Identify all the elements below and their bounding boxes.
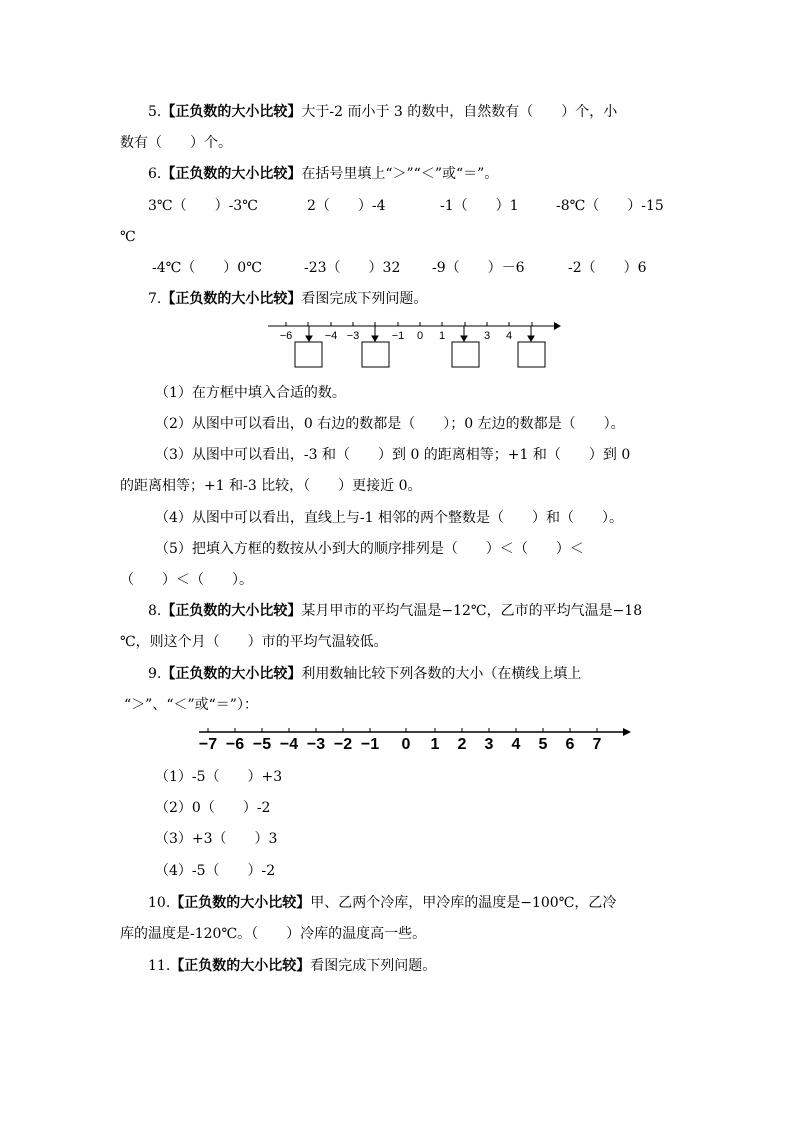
q7-axis-label: 4: [505, 330, 513, 342]
q9-axis-label: −3: [306, 736, 326, 752]
q9-tag: 【正负数的大小比较】: [161, 666, 302, 682]
q6-row1-wrap: ℃: [120, 229, 136, 245]
q7-axis-label: 1: [438, 330, 446, 342]
q9-axis-label: −7: [198, 736, 218, 752]
q7-tick-marks: [286, 322, 532, 326]
q9-axis-label: −4: [279, 736, 299, 752]
q9-sub4: （4）-5（ ）-2: [155, 863, 276, 879]
q10-number: 10.: [148, 895, 171, 911]
q8-line1: [148, 601, 642, 621]
q9-number-line-figure: [195, 722, 635, 752]
q9-axis-label: 0: [401, 736, 411, 752]
q7-axis-label: −3: [346, 330, 360, 342]
q7-line1: [148, 289, 427, 309]
q9-line1: [148, 664, 581, 684]
q7-text: 看图完成下列问题。: [301, 291, 428, 307]
q11-text: 看图完成下列问题。: [310, 958, 437, 974]
q9-axis-label: −5: [252, 736, 272, 752]
q7-axis-arrowhead: [554, 322, 561, 330]
q9-axis-label: 7: [592, 736, 602, 752]
q9-line2: “＞”、“＜”或“＝”）：: [124, 697, 258, 713]
q9-axis-label: 3: [484, 736, 494, 752]
q7-answer-box: [295, 342, 322, 367]
q11-number: 11.: [148, 958, 171, 974]
q7-pointer-arrowhead: [372, 336, 378, 341]
q7-axis-label: 0: [416, 330, 424, 342]
q10-line2: 库的温度是-120℃。（ ）冷库的温度高一些。: [120, 926, 427, 942]
q9-sub3: （3）+3（ ）3: [155, 831, 278, 847]
q11-tag: 【正负数的大小比较】: [170, 958, 311, 974]
q9-text1: 利用数轴比较下列各数的大小（在横线上填上: [301, 666, 582, 682]
q9-axis-label: 2: [457, 736, 467, 752]
q5-number: 5.: [148, 104, 162, 120]
q11-line1: [148, 956, 436, 976]
q6-row1-item3: -1（ ）1: [440, 198, 519, 214]
q7-sub5-line2: （ ）＜（ ）。: [120, 572, 253, 588]
q6-text: 在括号里填上“＞”“＜”或“＝”。: [301, 166, 499, 182]
q9-axis-label: 6: [565, 736, 575, 752]
q8-number: 8.: [148, 603, 162, 619]
q5-tag: 【正负数的大小比较】: [161, 104, 302, 120]
q9-axis-label: 4: [511, 736, 521, 752]
q6-row2-item3: -9（ ）－6: [432, 260, 525, 276]
q7-pointer-arrowhead: [528, 336, 534, 341]
q9-number: 9.: [148, 666, 162, 682]
q6-row1-item4: -8℃（ ）-15: [556, 198, 664, 214]
q5-line2: [120, 133, 232, 153]
q8-text1: 某月甲市的平均气温是−12℃，乙市的平均气温是−18: [301, 603, 643, 619]
q7-sub3-line2: 的距离相等；+1 和-3 比较，（ ）更接近 0。: [120, 478, 422, 494]
q10-tag: 【正负数的大小比较】: [170, 895, 311, 911]
q7-sub1: （1）在方框中填入合适的数。: [155, 385, 346, 401]
q7-axis-label: −4: [324, 330, 338, 342]
q6-row2-item2: -23（ ）32: [304, 260, 401, 276]
q7-pointer-arrowhead: [306, 336, 312, 341]
q10-text1: 甲、乙两个冷库，甲冷库的温度是−100℃，乙冷: [310, 895, 617, 911]
q7-axis-label: 3: [483, 330, 491, 342]
q7-answer-box: [362, 342, 389, 367]
q7-number: 7.: [148, 291, 162, 307]
q5-text2: 数有（ ）个。: [120, 135, 232, 151]
q7-pointer-arrowhead: [461, 336, 467, 341]
q7-answer-box: [518, 342, 545, 367]
q6-line1: [148, 164, 498, 184]
q9-axis-arrowhead: [623, 728, 631, 736]
q7-sub5-line1: （5）把填入方框的数按从小到大的顺序排列是（ ）＜（ ）＜: [155, 541, 584, 557]
q6-row2-item1: -4℃（ ）0℃: [152, 260, 262, 276]
q9-sub1: （1）-5（ ）+3: [155, 769, 283, 785]
q6-tag: 【正负数的大小比较】: [161, 166, 302, 182]
q6-number: 6.: [148, 166, 162, 182]
q6-row1-item2: 2（ ）-4: [307, 198, 386, 214]
q9-sub2: （2）0（ ）-2: [155, 800, 271, 816]
q10-line1: [148, 893, 616, 913]
q9-axis-label: 5: [538, 736, 548, 752]
q7-number-line-figure: [264, 320, 564, 370]
q5-line1: [148, 102, 617, 122]
q9-axis-label: −6: [225, 736, 245, 752]
q9-axis-label: 1: [430, 736, 440, 752]
q7-answer-box: [452, 342, 479, 367]
q7-tag: 【正负数的大小比较】: [161, 291, 302, 307]
q7-axis-label: −6: [279, 330, 293, 342]
q7-sub4: （4）从图中可以看出，直线上与-1 相邻的两个整数是（ ）和（ ）。: [155, 510, 623, 526]
q7-sub2: （2）从图中可以看出，0 右边的数都是（ ）；0 左边的数都是（ ）。: [155, 416, 625, 432]
q7-sub3-line1: （3）从图中可以看出，-3 和（ ）到 0 的距离相等；+1 和（ ）到 0: [155, 447, 631, 463]
q9-axis-label: −1: [360, 736, 380, 752]
q6-row1-item1: 3℃（ ）-3℃: [148, 198, 258, 214]
q7-axis-label: −1: [391, 330, 405, 342]
q9-axis-label: −2: [333, 736, 353, 752]
q6-row2-item4: -2（ ）6: [568, 260, 647, 276]
q5-text1: 大于-2 而小于 3 的数中，自然数有（ ）个，小: [301, 104, 618, 120]
q8-tag: 【正负数的大小比较】: [161, 603, 302, 619]
q8-line2: ℃，则这个月（ ）市的平均气温较低。: [120, 634, 388, 650]
